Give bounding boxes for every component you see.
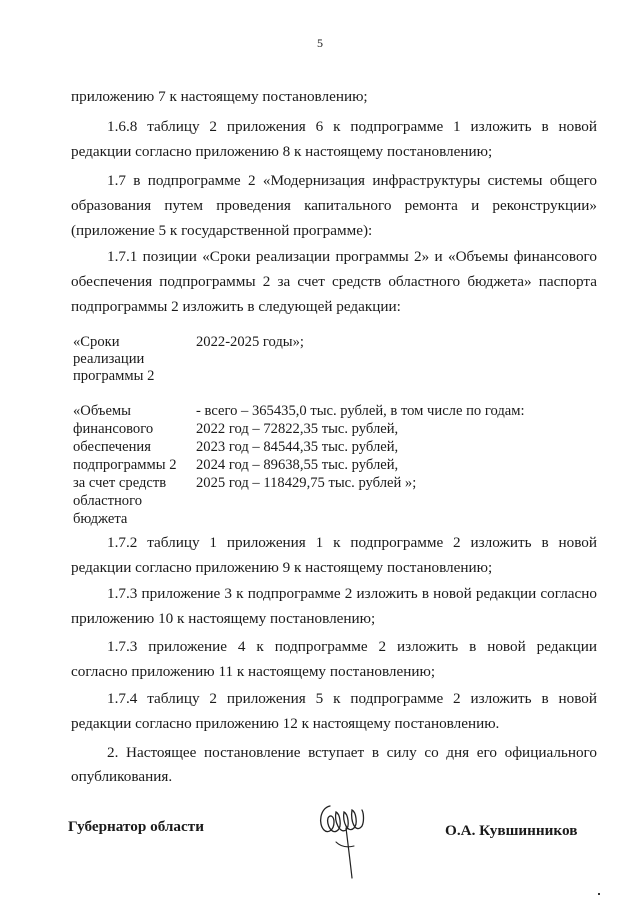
paragraph-text-line: редакции согласно приложению 8 к настоящему постановлению; [71, 143, 493, 160]
table-label-cell: программы 2 [73, 368, 155, 384]
paragraph-text-line: 1.7.4 таблицу 2 приложения 5 к подпрограмме 2 изложить в новой [107, 690, 597, 707]
paragraph-text-line: приложению 7 к настоящему постановлению; [71, 88, 368, 105]
page-number: 5 [317, 36, 323, 50]
table-value-cell: 2023 год – 84544,35 тыс. рублей, [196, 439, 399, 455]
paragraph-text-line: опубликования. [71, 768, 173, 785]
paragraph-text-line: 2. Настоящее постановление вступает в силу со дня его официального [107, 744, 597, 761]
table-label-cell: реализации [73, 351, 145, 367]
table-label-cell: «Объемы [73, 403, 131, 419]
paragraph-text-line: (приложение 5 к государственной программе): [71, 222, 373, 239]
scan-speck [598, 893, 600, 895]
table-label-cell: областного [73, 493, 142, 509]
paragraph-text-line: 1.7.1 позиции «Сроки реализации программы 2» и «Объемы финансового [107, 248, 597, 265]
paragraph-text-line: редакции согласно приложению 12 к настоящему постановлению. [71, 715, 500, 732]
governor-name: О.А. Кувшинников [445, 822, 578, 839]
table-value-cell: 2022 год – 72822,35 тыс. рублей, [196, 421, 399, 437]
table-value-cell: 2022-2025 годы»; [196, 334, 304, 350]
table-label-cell: подпрограммы 2 [73, 457, 177, 473]
paragraph-text-line: 1.6.8 таблицу 2 приложения 6 к подпрограмме 1 изложить в новой [107, 118, 597, 135]
paragraph-text-line: 1.7.3 приложение 3 к подпрограмме 2 изложить в новой редакции согласно [107, 585, 597, 602]
paragraph-text-line: 1.7 в подпрограмме 2 «Модернизация инфраструктуры системы общего [107, 172, 597, 189]
table-label-cell: бюджета [73, 511, 128, 527]
paragraph-text-line: 1.7.2 таблицу 1 приложения 1 к подпрограмме 2 изложить в новой [107, 534, 597, 551]
table-value-cell: 2025 год – 118429,75 тыс. рублей »; [196, 475, 417, 491]
paragraph-text-line: подпрограммы 2 изложить в следующей редакции: [71, 298, 401, 315]
paragraph-text-line: приложению 10 к настоящему постановлению; [71, 610, 376, 627]
table-value-cell: - всего – 365435,0 тыс. рублей, в том числе по годам: [196, 403, 525, 419]
table-label-cell: за счет средств [73, 475, 167, 491]
table-label-cell: финансового [73, 421, 154, 437]
table-label-cell: «Сроки [73, 334, 120, 350]
paragraph-text-line: редакции согласно приложению 9 к настоящему постановлению; [71, 559, 493, 576]
table-label-cell: обеспечения [73, 439, 151, 455]
paragraph-text-line: обеспечения подпрограммы 2 за счет средств областного бюджета» паспорта [71, 273, 597, 290]
governor-title: Губернатор области [68, 818, 204, 835]
paragraph-text-line: образования путем проведения капитального ремонта и реконструкции» [71, 197, 597, 214]
paragraph-text-line: 1.7.3 приложение 4 к подпрограмме 2 изложить в новой редакции [107, 638, 597, 655]
paragraph-text-line: согласно приложению 11 к настоящему постановлению; [71, 663, 436, 680]
table-value-cell: 2024 год – 89638,55 тыс. рублей, [196, 457, 399, 473]
handwritten-signature [316, 800, 372, 882]
